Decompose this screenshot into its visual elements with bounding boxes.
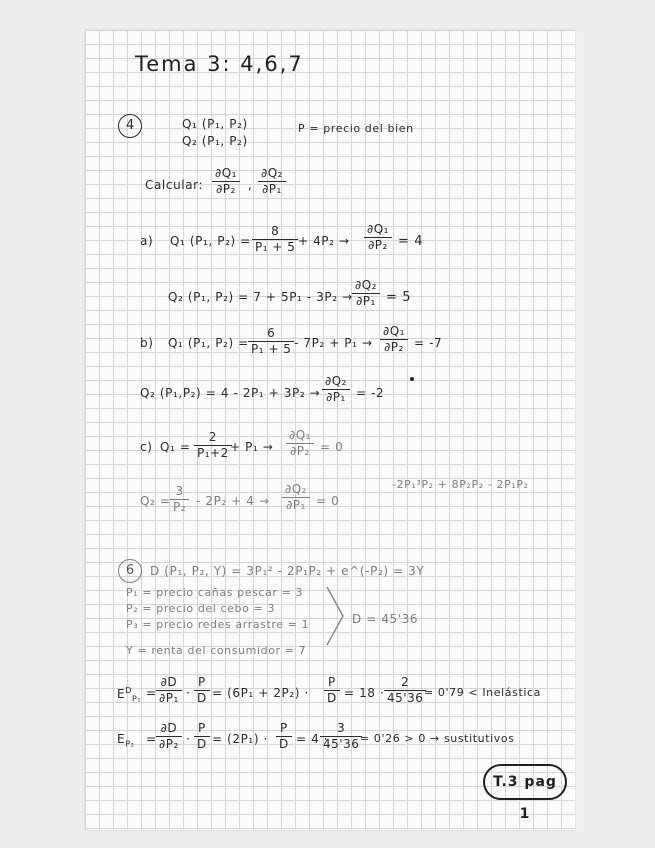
bleed-through-text: -2P₁³P₂ + 8P₂P₂ - 2P₁P₂ [392,478,529,491]
b1-derivative: $\frac{\text{∂Q₁}}{\text{∂P₂}}$ [380,324,408,355]
c1-lhs: Q₁ = [160,440,191,454]
pen-dot [410,377,414,381]
a1-lhs: Q₁ (P₁, P₂) = [170,234,251,248]
demand-function: D (P₁, P₂, Y) = 3P₁² - 2P₁P₂ + e^(-P₂) = 3Y [150,564,425,578]
part-a-label: a) [140,234,154,248]
def-p2: P₂ = precio del cebo = 3 [126,602,276,615]
grid-paper-sheet [85,30,575,830]
a1-rest: + 4P₂ → [298,234,350,248]
page-badge: T.3 pag 1 [483,764,567,800]
b1-result: = -7 [414,336,443,350]
c1-result: = 0 [320,440,344,454]
a1-result: = 4 [398,234,424,249]
calc-fraction-dq1-dp2: $\frac{\text{∂Q₁}}{\text{∂P₂}}$ [212,166,240,197]
e2-derivative: $\frac{\partial D}{\text{∂P₂}}$ [156,721,182,752]
calc-separator: , [248,178,253,192]
c2-lhs: Q₂ = [140,494,171,508]
elasticity-1-equals: = [146,686,157,700]
b1-lhs: Q₁ (P₁, P₂) = [168,336,249,350]
q2-function: Q₂ (P₁, P₂) [182,134,248,148]
part-c-label: c) [140,440,153,454]
c2-fraction: $\frac{3}{\text{P₂}}$ [170,484,189,515]
def-p1: P₁ = precio cañas pescar = 3 [126,586,304,599]
b1-fraction: $\frac{6}{\text{P₁ + 5}}$ [248,326,294,357]
bracket-shape [325,585,347,647]
a2-lhs: Q₂ (P₁, P₂) = 7 + 5P₁ - 3P₂ → [168,290,353,304]
c1-derivative: $\frac{\text{∂Q₁}}{\text{∂P₂}}$ [286,428,314,459]
page-title: Tema 3: 4,6,7 [135,52,304,76]
e1-middle-2: = 18 · [344,686,385,700]
elasticity-2-equals: = [146,732,157,746]
e2-middle-2: = 4 · [296,732,329,746]
e1-value-fraction: $\frac{2}{45'36}$ [384,675,426,706]
price-definition: P = precio del bien [298,122,414,135]
e2-value-fraction: $\frac{3}{45'36}$ [320,721,362,752]
exercise-6-number: 6 [118,559,142,583]
c2-derivative: $\frac{\text{∂Q₂}}{\text{∂P₁}}$ [282,482,310,513]
part-b-label: b) [140,336,154,350]
e1-p-over-d-2: $\frac{P}{D}$ [324,675,340,706]
e2-p-over-d: $\frac{P}{D}$ [194,721,210,752]
c1-rest: + P₁ → [230,440,274,454]
q1-function: Q₁ (P₁, P₂) [182,117,248,131]
a2-derivative: $\frac{\text{∂Q₂}}{\text{∂P₁}}$ [352,278,380,309]
e1-p-over-d: $\frac{P}{D}$ [194,675,210,706]
b2-derivative: $\frac{\text{∂Q₂}}{\text{∂P₁}}$ [322,374,350,405]
e1-dot: · [186,686,191,700]
e2-middle: = (2P₁) · [212,732,268,746]
e1-derivative: $\frac{\partial D}{\text{∂P₁}}$ [156,675,182,706]
b2-result: = -2 [356,386,385,400]
def-p3: P₃ = precio redes arrastre = 1 [126,618,310,631]
e2-dot: · [186,732,191,746]
c2-result: = 0 [316,494,340,508]
b2-lhs: Q₂ (P₁,P₂) = 4 - 2P₁ + 3P₂ → [140,386,321,400]
def-y: Y = renta del consumidor = 7 [126,644,307,657]
e2-p-over-d-2: $\frac{P}{D}$ [276,721,292,752]
e1-result: = 0'79 < Inelástica [424,686,542,699]
c2-rest: - 2P₂ + 4 → [196,494,270,508]
demand-value: D = 45'36 [352,612,419,626]
elasticity-2-label: $E_{P_2}$ [117,732,135,749]
c1-fraction: $\frac{2}{\text{P₁+2}}$ [194,430,232,461]
b1-rest: - 7P₂ + P₁ → [294,336,373,350]
a2-result: = 5 [386,290,412,305]
calc-label: Calcular: [145,178,204,192]
a1-fraction: $\frac{8}{\text{P₁ + 5}}$ [252,224,298,255]
e1-middle: = (6P₁ + 2P₂) · [212,686,309,700]
calc-fraction-dq2-dp1: $\frac{\text{∂Q₂}}{\text{∂P₁}}$ [258,166,286,197]
elasticity-1-label: $E^D_{P_1}$ [117,686,142,704]
a1-derivative: $\frac{\text{∂Q₁}}{\text{∂P₂}}$ [364,222,392,253]
e2-result: = 0'26 > 0 → sustitutivos [360,732,515,745]
exercise-4-number: 4 [118,114,142,138]
